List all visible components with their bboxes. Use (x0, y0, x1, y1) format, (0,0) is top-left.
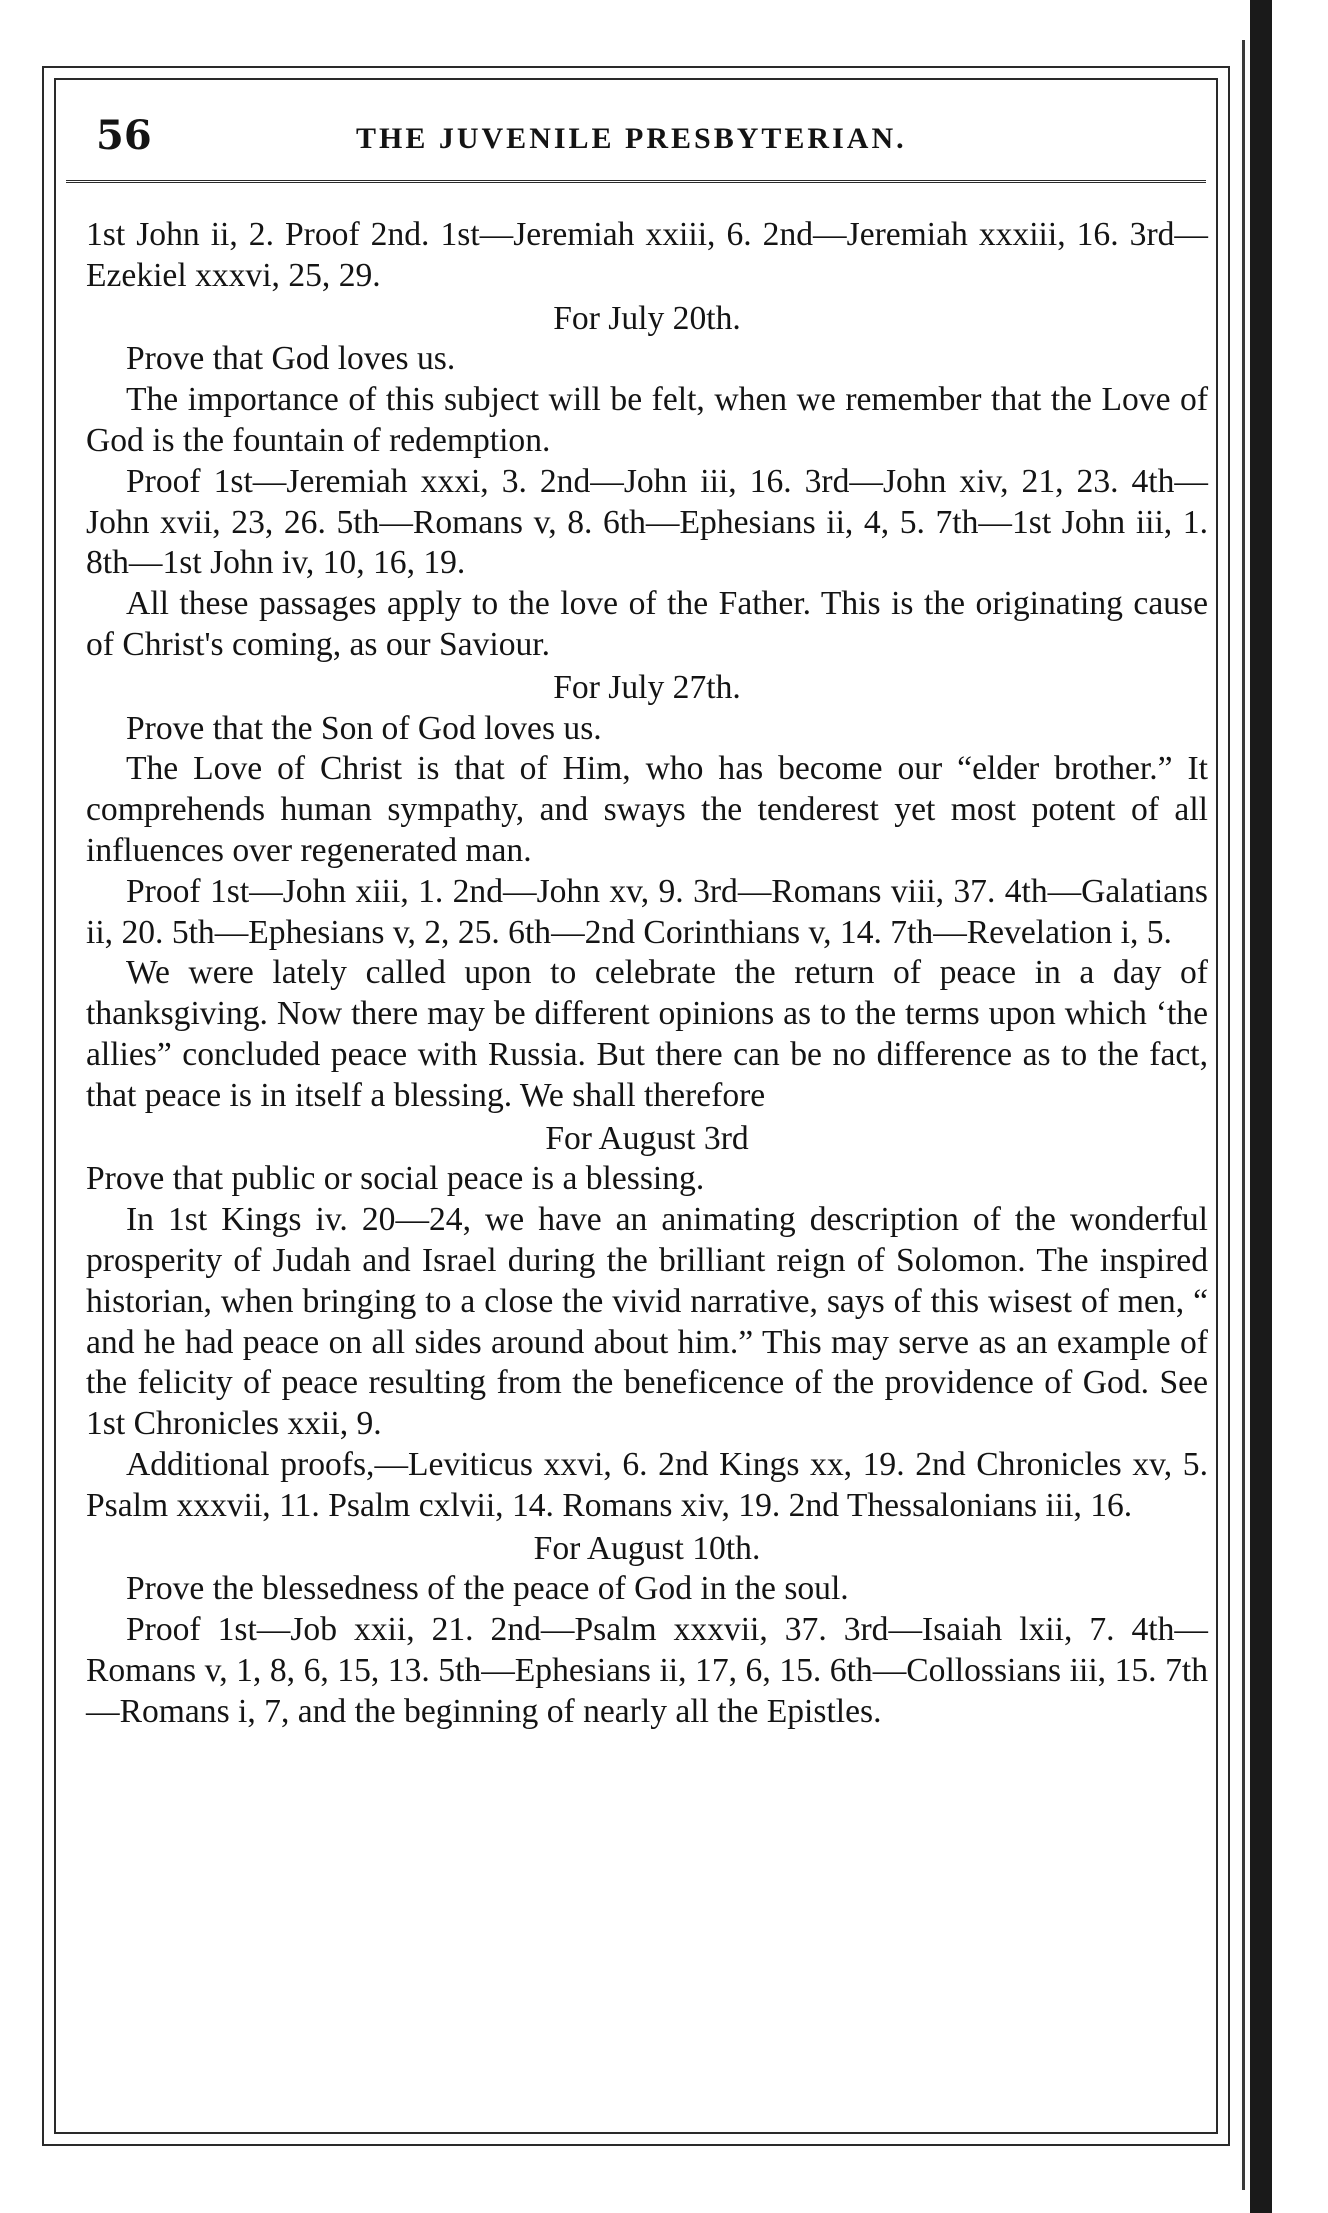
paragraph: The Love of Christ is that of Him, who has become our “elder brother.” It comprehends human sympathy, and sways the tenderest yet most potent of all influences over regenerated man. (86, 750, 1208, 869)
paragraph: Prove that public or social peace is a blessing. (86, 1160, 705, 1198)
page-spine-line (1242, 40, 1245, 2190)
page-header (66, 100, 1206, 183)
paragraph: Proof 1st—Jeremiah xxxi, 3. 2nd—John iii, 16. 3rd—John xiv, 21, 23. 4th—John xvii, 23, 26. 5th—Romans v, 8. 6th—Ephesians ii, 4, 5. 7th—1st John iii, 1. 8th—1st John iv, 10, 16, 19. (86, 462, 1208, 582)
page-spine-shadow (1250, 0, 1272, 2213)
paragraph: We were lately called upon to celebrate the return of peace in a day of thanksgiving. Now there may be different opinions as to the terms upon which ‘the allies” concluded peace with Russia. But there can be no difference as to the fact, that peace is in itself a blessing. We shall therefore (86, 954, 1208, 1114)
paragraph: In 1st Kings iv. 20—24, we have an animating description of the wonderful prosperity of Judah and Israel during the brilliant reign of Solomon. The inspired historian, when bringing to a close the vivid narrative, says of this wisest of men, “ and he had peace on all sides around about him.” This may serve as an example of the felicity of peace resulting from the beneficence of the providence of God. See 1st Chronicles xxii, 9. (86, 1201, 1208, 1443)
section-heading: For August 3rd (545, 1119, 749, 1157)
paragraph: Proof 1st—Job xxii, 21. 2nd—Psalm xxxvii, 37. 3rd—Isaiah lxii, 7. 4th—Romans v, 1, 8, 6, 15, 13. 5th—Ephesians ii, 17, 6, 15. 6th—Collossians iii, 15. 7th—Romans i, 7, and the beginning of nearly all the Epistles. (86, 1611, 1208, 1730)
paragraph: Prove that the Son of God loves us. (126, 709, 602, 747)
section-heading: For July 20th. (553, 299, 741, 337)
paragraph: The importance of this subject will be felt, when we remember that the Love of God is the fountain of redemption. (86, 381, 1208, 459)
paragraph: Prove that God loves us. (126, 340, 456, 378)
running-title: THE JUVENILE PRESBYTERIAN. (356, 122, 907, 155)
paragraph: All these passages apply to the love of the Father. This is the originating cause of Christ's coming, as our Saviour. (86, 585, 1208, 663)
paragraph: 1st John ii, 2. Proof 2nd. 1st—Jeremiah xxiii, 6. 2nd—Jeremiah xxxiii, 16. 3rd—Ezekiel xxxvi, 25, 29. (86, 216, 1208, 294)
page-number: 56 (96, 112, 152, 159)
section-heading: For July 27th. (553, 668, 741, 706)
paragraph: Prove the blessedness of the peace of God in the soul. (126, 1570, 849, 1608)
article-body (86, 215, 1208, 1732)
paragraph: Additional proofs,—Leviticus xxvi, 6. 2nd Kings xx, 19. 2nd Chronicles xv, 5. Psalm xxxvii, 11. Psalm cxlvii, 14. Romans xiv, 19. 2nd Thessalonians iii, 16. (86, 1445, 1208, 1524)
section-heading: For August 10th. (533, 1529, 761, 1567)
paragraph: Proof 1st—John xiii, 1. 2nd—John xv, 9. 3rd—Romans viii, 37. 4th—Galatians ii, 20. 5th—Ephesians v, 2, 25. 6th—2nd Corinthians v, 14. 7th—Revelation i, 5. (86, 872, 1208, 951)
